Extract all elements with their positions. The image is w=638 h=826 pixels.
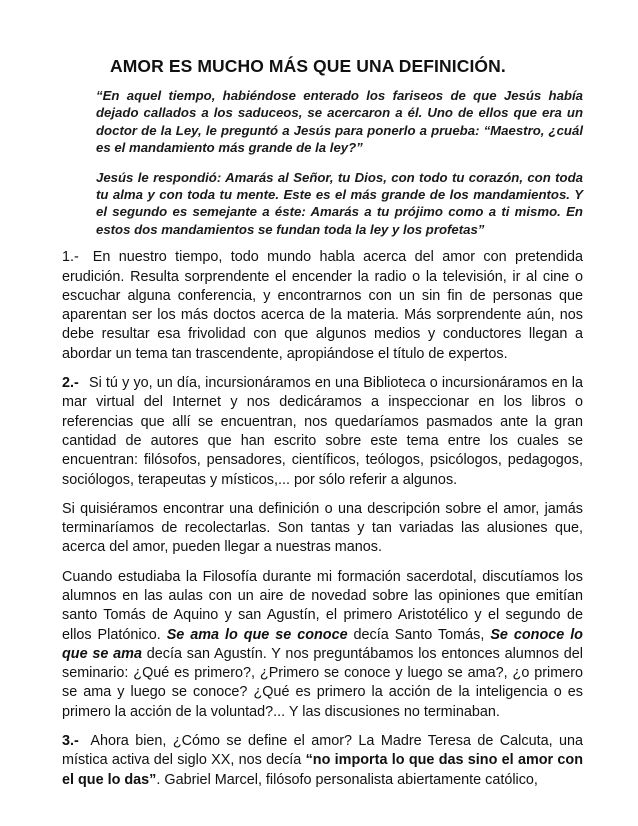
paragraph-5-text-2: . Gabriel Marcel, filósofo personalista abiertamente católico, [156,771,538,788]
paragraph-4 [62,568,583,722]
paragraph-5-text-1: Ahora bien, ¿Cómo se define el amor? La Madre Teresa de Calcuta, una mística activa del siglo XX, nos decía [62,733,583,769]
paragraph-5 [62,732,583,790]
paragraph-1-number: 1.- [62,249,79,266]
document-title: AMOR ES MUCHO MÁS QUE UNA DEFINICIÓN. [110,56,506,76]
paragraph-2-text: Si tú y yo, un día, incursionáramos en una Biblioteca o incursionáramos en la mar virtual del Internet y nos dedicáramos a inspeccionar en los libros o referencias que allí se encuentran, nos quedaríamos pasmados ante la gran cantidad de autores que han escrito sobre este tema entre los cuales se encuentran: filósofos, pensadores, científicos, teólogos, psicólogos, pedagogos, sociólogos, terapeutas y místicos,... por sólo referir a algunos. [62,375,584,488]
paragraph-4-text-3: decía san Agustín. Y nos preguntábamos los entonces alumnos del seminario: ¿Qué es primero?, ¿Primero se conoce y luego se ama?, ¿o primero se ama y luego se conoce? ¿Qué es primero la acción de la inteligencia o es primero la acción de la voluntad?... Y las discusiones no terminaban. [62,645,584,720]
paragraph-1 [62,248,583,364]
gospel-quote-1: “En aquel tiempo, habiéndose enterado los fariseos de que Jesús había dejado callados a los saduceos, se acercaron a él. Uno de ellos que era un doctor de la Ley, le preguntó a Jesús para ponerlo a prueba: “Maestro, ¿cuál es el mandamiento más grande de la ley?” [96,88,583,156]
paragraph-4-text-2: decía Santo Tomás, [347,626,491,643]
paragraph-2 [62,374,583,490]
paragraph-5-emphasis-1: “no importa lo que das sino el amor con el que lo das” [62,752,584,788]
gospel-quote-2: Jesús le respondió: Amarás al Señor, tu Dios, con todo tu corazón, con toda tu alma y con toda tu mente. Este es el más grande de los mandamientos. Y el segundo es semejante a éste: Amarás a tu prójimo como a ti mismo. En estos dos mandamientos se fundan toda la ley y los profetas” [96,169,583,237]
paragraph-4-emphasis-2: Se conoce lo que se ama [62,626,583,662]
paragraph-3: Si quisiéramos encontrar una definición o una descripción sobre el amor, jamás terminaríamos de recolectarlas. Son tantas y tan variadas las alusiones que, acerca del amor, pueden llegar a nuestras manos. [62,500,583,556]
paragraph-2-number: 2.- [62,375,79,392]
paragraph-4-text-1: Cuando estudiaba la Filosofía durante mi formación sacerdotal, discutíamos los alumnos en las aulas con un aire de novedad sobre las opiniones que emitían santo Tomás de Aquino y san Agustín, el primero Aristotélico y el segundo de ellos Platónico. [62,568,583,643]
paragraph-4-emphasis-1: Se ama lo que se conoce [166,626,348,643]
paragraph-1-text: En nuestro tiempo, todo mundo habla acerca del amor con pretendida erudición. Resulta sorprendente el encender la radio o la televisión, ir al cine o escuchar alguna conferencia, y encontrarnos con un sin fin de personas que aparentan ser los más doctos acerca de la materia. Más sorprendente aún, nos debe resultar esa frivolidad con que algunos medios y conductores llegan a abordar un tema tan trascendente, apropiándose el título de expertos. [62,249,583,362]
paragraph-5-number: 3.- [62,733,79,750]
